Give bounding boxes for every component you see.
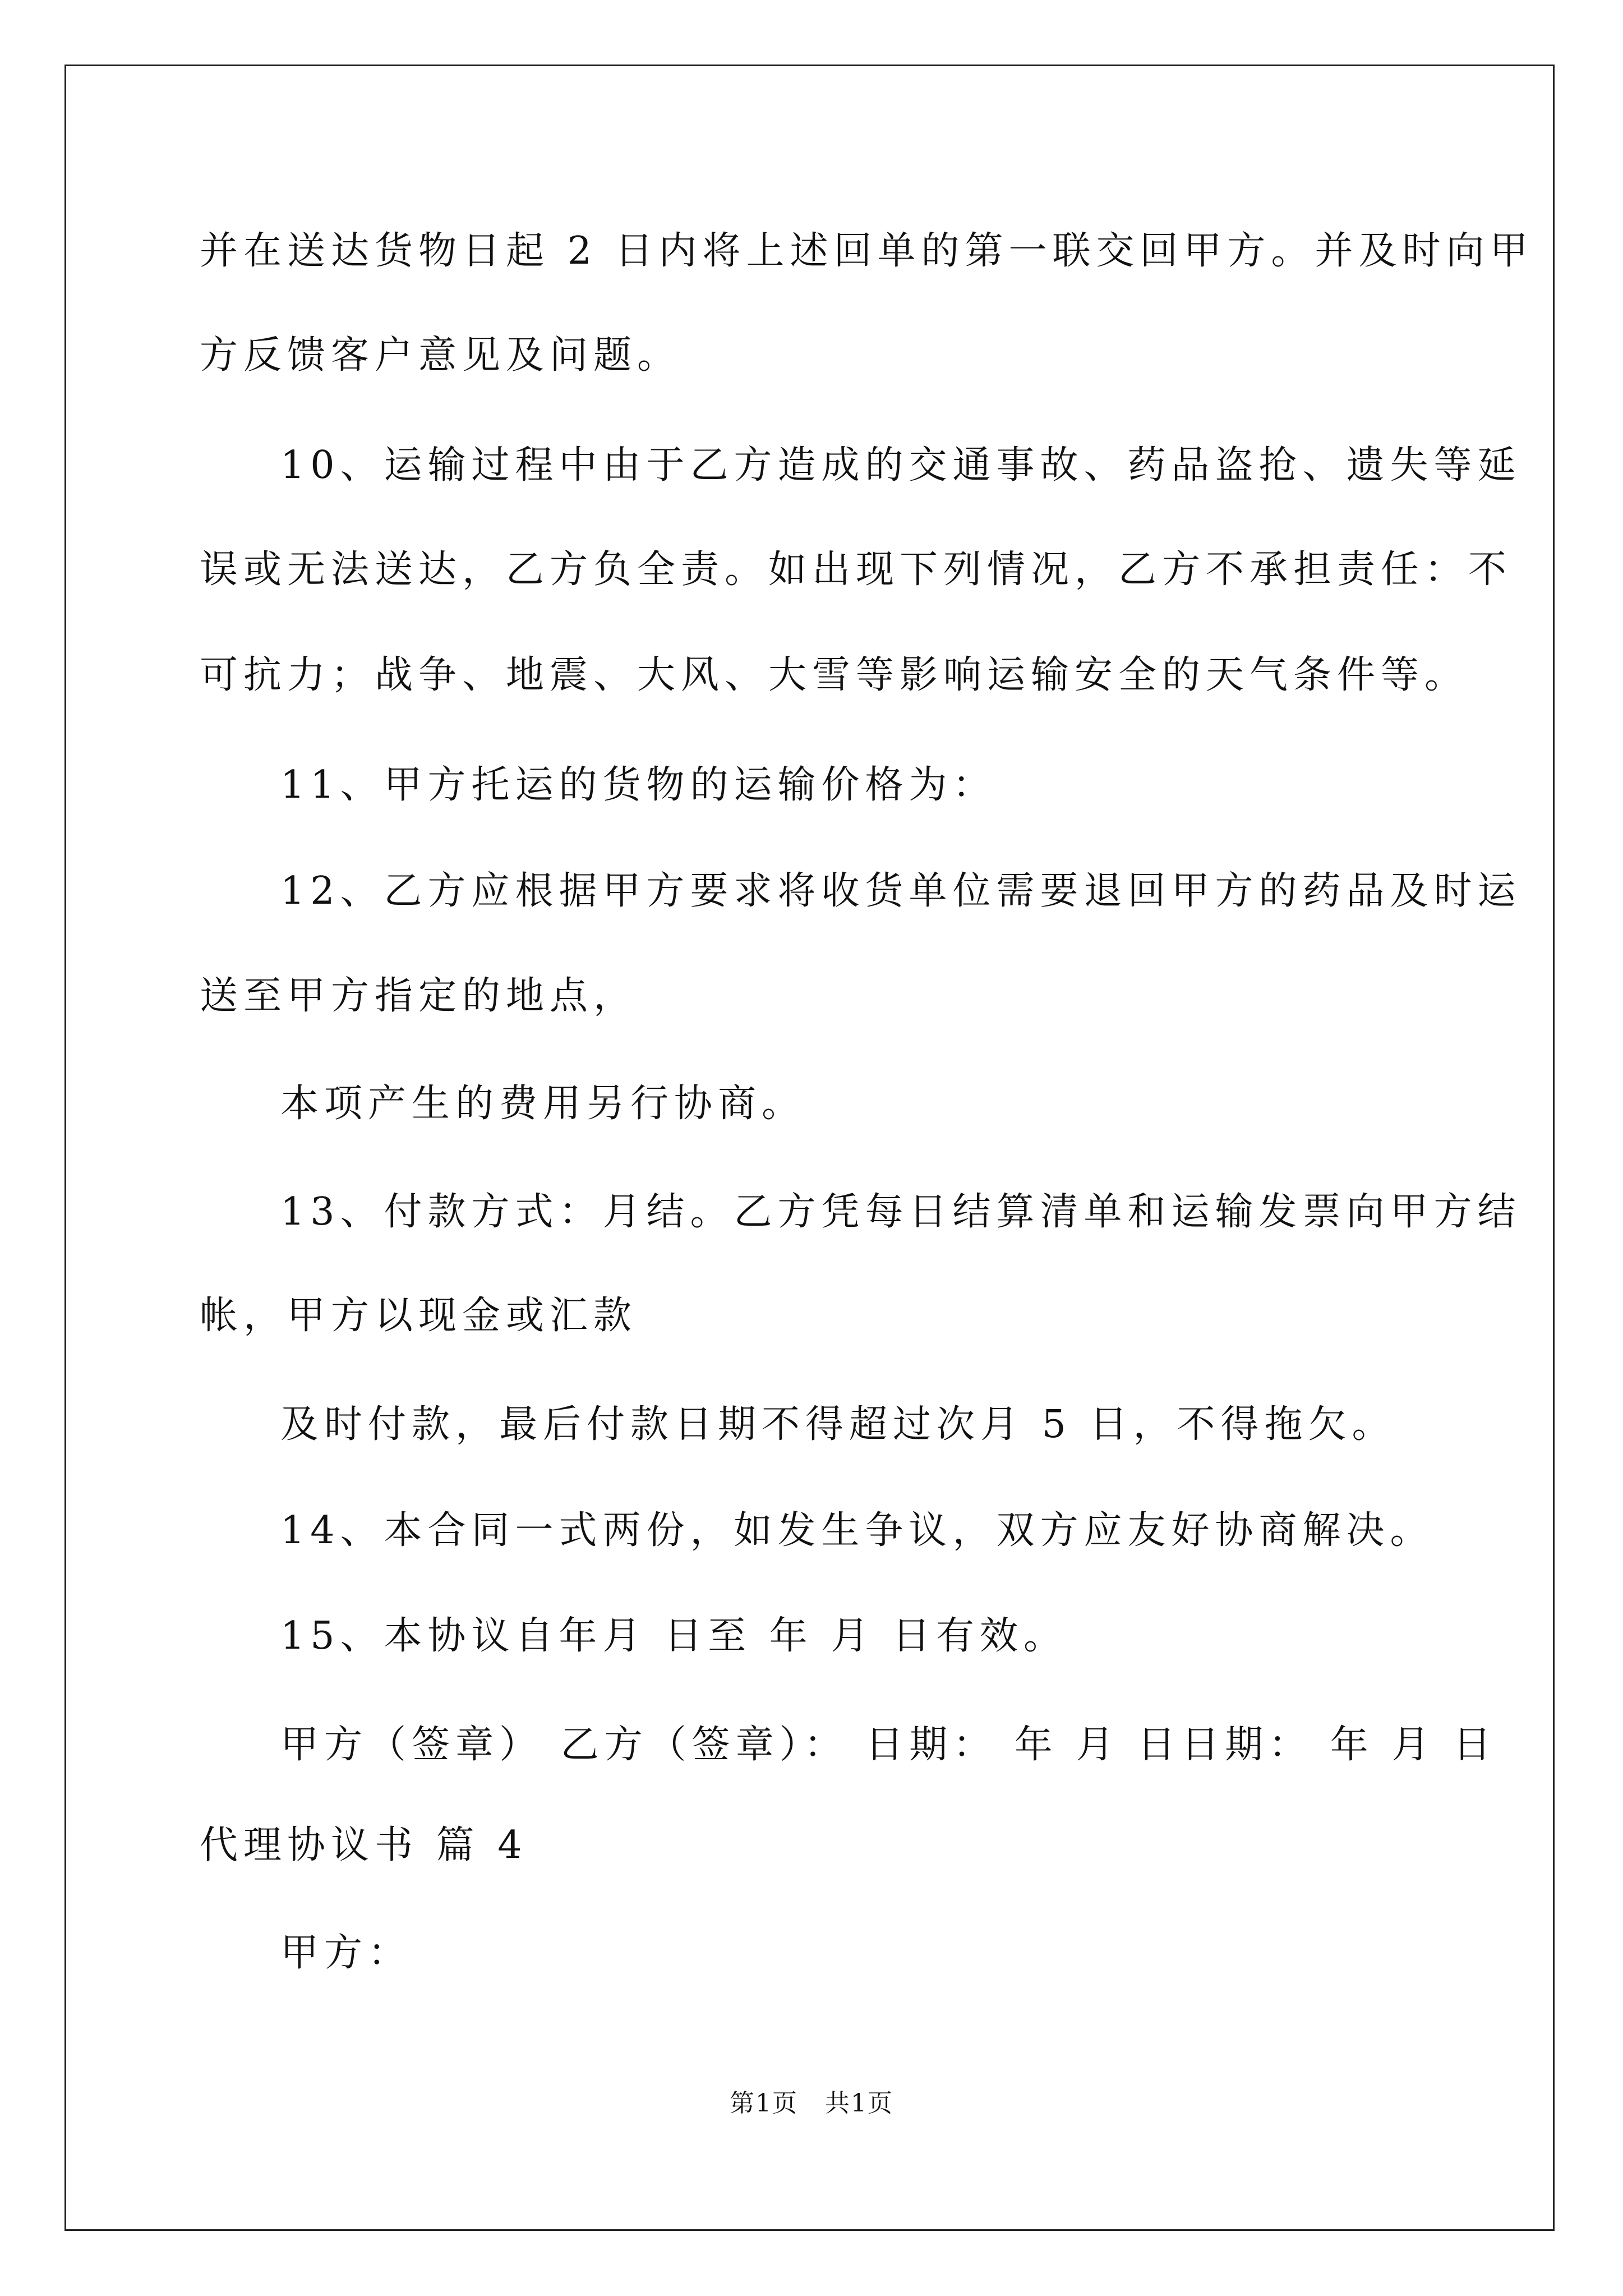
clause-13-line-3: 及时付款，最后付款日期不得超过次月 5 日，不得拖欠。	[280, 1402, 1396, 1447]
page-number-footer: 第1页 共1页	[730, 2089, 893, 2118]
clause-12-line-2: 送至甲方指定的地点，	[200, 974, 638, 1018]
clause-12-line-1: 12、乙方应根据甲方要求将收货单位需要退回甲方的药品及时运	[280, 869, 1521, 913]
page-border	[64, 65, 1555, 2231]
clause-13-line-1: 13、付款方式：月结。乙方凭每日结算清单和运输发票向甲方结	[280, 1190, 1521, 1234]
clause-10-line-3: 可抗力；战争、地震、大风、大雪等影响运输安全的天气条件等。	[200, 653, 1469, 697]
party-a-label: 甲方：	[280, 1931, 412, 1975]
clause-15: 15、本协议自年月 日至 年 月 日有效。	[280, 1614, 1067, 1658]
signature-line: 甲方（签章） 乙方（签章）： 日期： 年 月 日日期： 年 月 日	[280, 1723, 1497, 1767]
clause-10-line-1: 10、运输过程中由于乙方造成的交通事故、药品盗抢、遗失等延	[280, 443, 1521, 487]
clause-10-line-2: 误或无法送达，乙方负全责。如出现下列情况，乙方不承担责任：不	[200, 547, 1513, 592]
text-line-1: 并在送达货物日起 2 日内将上述回单的第一联交回甲方。并及时向甲	[200, 229, 1534, 273]
clause-12-line-3: 本项产生的费用另行协商。	[280, 1082, 806, 1126]
text-line-2: 方反馈客户意见及问题。	[200, 333, 681, 378]
clause-11: 11、甲方托运的货物的运输价格为：	[280, 763, 997, 807]
section-heading: 代理协议书 篇 4	[200, 1823, 528, 1867]
clause-13-line-2: 帐，甲方以现金或汇款	[200, 1294, 638, 1338]
clause-14: 14、本合同一式两份，如发生争议，双方应友好协商解决。	[280, 1508, 1434, 1553]
